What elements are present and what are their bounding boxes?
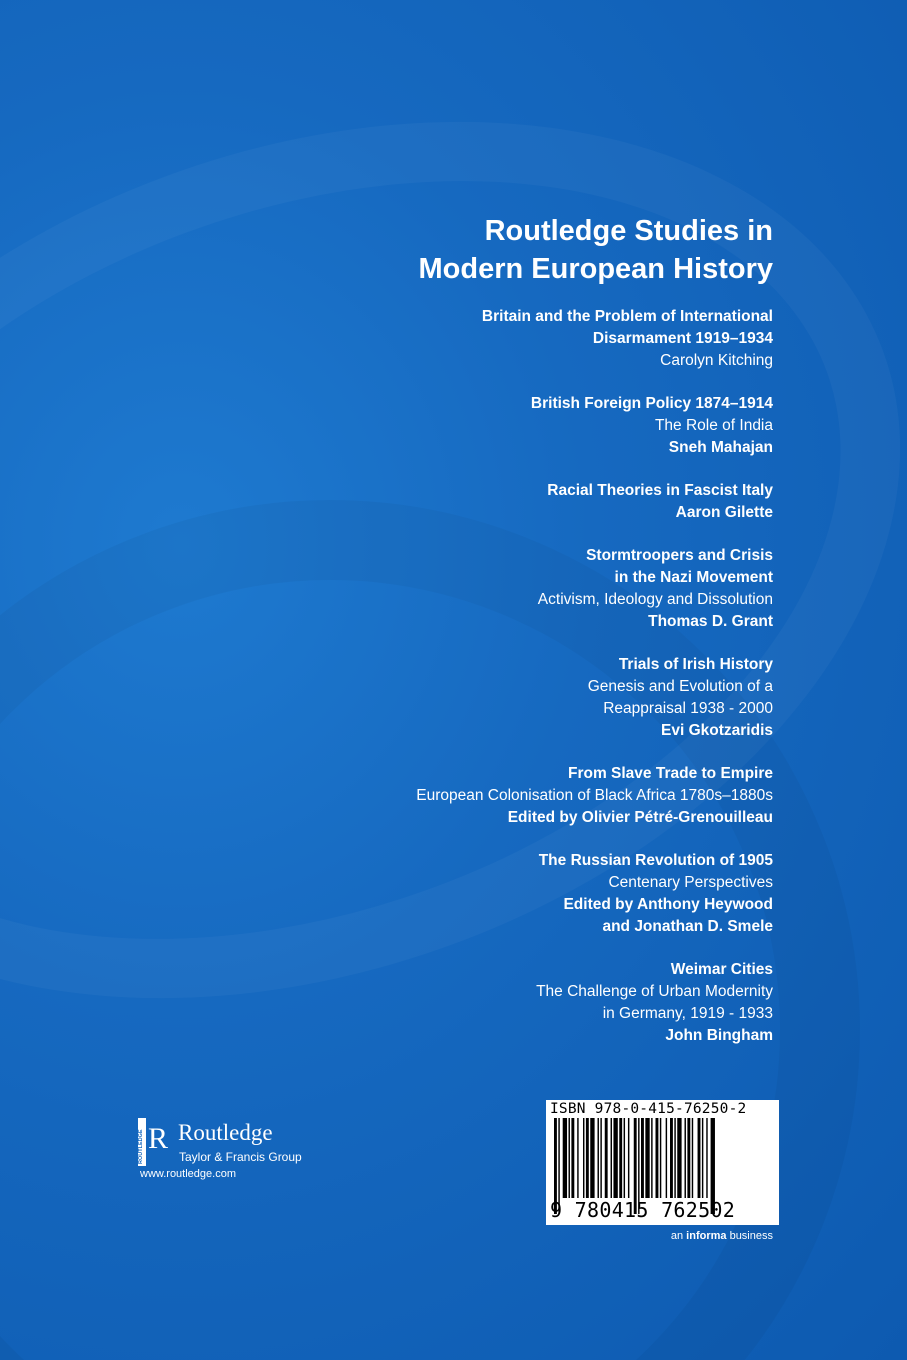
isbn-barcode: [546, 1100, 779, 1225]
book-list: [273, 306, 773, 1068]
barcode-bar: [571, 1118, 574, 1198]
barcode-bar: [685, 1118, 686, 1198]
barcode-bar: [674, 1118, 675, 1198]
barcode-bar: [605, 1118, 608, 1198]
barcode-bar: [569, 1118, 570, 1198]
series-title: [419, 212, 774, 288]
book-line: Activism, Ideology and Dissolution: [537, 591, 773, 608]
book-line-bold: From Slave Trade to Empire: [567, 765, 773, 782]
book-line-bold: The Russian Revolution of 1905: [538, 852, 773, 869]
book-entry: [273, 480, 773, 524]
book-line-bold: and Jonathan D. Smele: [602, 918, 773, 935]
logo-vertical-text: ROUTLEDGE: [138, 1129, 144, 1164]
barcode-bar: [651, 1118, 652, 1198]
book-line-bold: British Foreign Policy 1874–1914: [530, 395, 773, 412]
book-entry: [273, 959, 773, 1047]
book-line-bold: John Bingham: [665, 1027, 773, 1044]
book-line: The Role of India: [654, 417, 773, 434]
book-line: Reappraisal 1938 - 2000: [603, 700, 773, 717]
barcode-bar: [628, 1118, 629, 1198]
publisher-name: Routledge: [178, 1120, 273, 1145]
barcode-bar: [577, 1118, 578, 1198]
book-entry: [273, 654, 773, 742]
barcode-bar: [677, 1118, 681, 1198]
barcode-bar: [656, 1118, 659, 1198]
barcode-bar: [583, 1118, 584, 1198]
barcode-bar: [687, 1118, 690, 1198]
barcode-bar: [586, 1118, 589, 1198]
book-entry: [273, 306, 773, 372]
barcode-bar: [666, 1118, 667, 1198]
barcode-bar: [600, 1118, 601, 1198]
book-line-bold: Stormtroopers and Crisis: [586, 547, 773, 564]
series-title-line: Routledge Studies in: [484, 215, 773, 247]
book-line-bold: Weimar Cities: [670, 961, 773, 978]
book-entry: [273, 850, 773, 938]
barcode-bar: [706, 1118, 707, 1198]
barcode-bar: [645, 1118, 649, 1198]
book-entry: [273, 763, 773, 829]
barcode-bar: [692, 1118, 693, 1198]
book-line: Carolyn Kitching: [660, 352, 773, 369]
informa-prefix: an: [670, 1230, 687, 1242]
book-line-bold: Trials of Irish History: [618, 656, 773, 673]
barcode-bar: [563, 1118, 567, 1198]
book-entry: [273, 545, 773, 633]
barcode-bar: [698, 1118, 701, 1198]
barcode-bar: [641, 1118, 644, 1198]
barcode-bar: [624, 1118, 625, 1198]
book-line-bold: Edited by Olivier Pétré-Grenouilleau: [507, 809, 773, 826]
book-line: Genesis and Evolution of a: [587, 678, 773, 695]
book-line-bold: Aaron Gilette: [675, 504, 773, 521]
book-line: European Colonisation of Black Africa 1780s–1880s: [416, 787, 773, 804]
barcode-bar: [613, 1118, 617, 1198]
isbn-digits: 9 780415 762502: [550, 1198, 736, 1222]
book-line-bold: Evi Gkotzaridis: [661, 722, 773, 739]
barcode-bar: [670, 1118, 673, 1198]
barcode-bar: [702, 1118, 703, 1198]
isbn-label: ISBN 978-0-415-76250-2: [550, 1101, 747, 1117]
book-line-bold: Disarmament 1919–1934: [592, 330, 773, 347]
book-line: in Germany, 1919 - 1933: [602, 1005, 773, 1022]
publisher-group: Taylor & Francis Group: [179, 1150, 302, 1164]
book-line-bold: in the Nazi Movement: [614, 569, 773, 586]
book-line-bold: Britain and the Problem of International: [481, 308, 773, 325]
barcode-bar: [619, 1118, 622, 1198]
barcode-bar: [598, 1118, 599, 1198]
informa-brand: informa: [686, 1230, 727, 1242]
barcode-bar: [590, 1118, 594, 1198]
book-entry: [273, 393, 773, 459]
book-line-bold: Sneh Mahajan: [668, 439, 773, 456]
routledge-logo-icon: [138, 1118, 168, 1166]
book-line-bold: Edited by Anthony Heywood: [563, 896, 773, 913]
logo-letter: R: [148, 1122, 168, 1155]
barcode-bar: [611, 1118, 612, 1198]
book-line-bold: Thomas D. Grant: [648, 613, 773, 630]
informa-tagline: [671, 1230, 773, 1242]
book-line-bold: Racial Theories in Fascist Italy: [547, 482, 773, 499]
informa-suffix: business: [726, 1230, 773, 1242]
book-line: Centenary Perspectives: [608, 874, 773, 891]
publisher-url[interactable]: www.routledge.com: [140, 1168, 236, 1180]
series-title-line: Modern European History: [418, 253, 773, 285]
barcode-bar: [660, 1118, 661, 1198]
book-line: The Challenge of Urban Modernity: [536, 983, 773, 1000]
